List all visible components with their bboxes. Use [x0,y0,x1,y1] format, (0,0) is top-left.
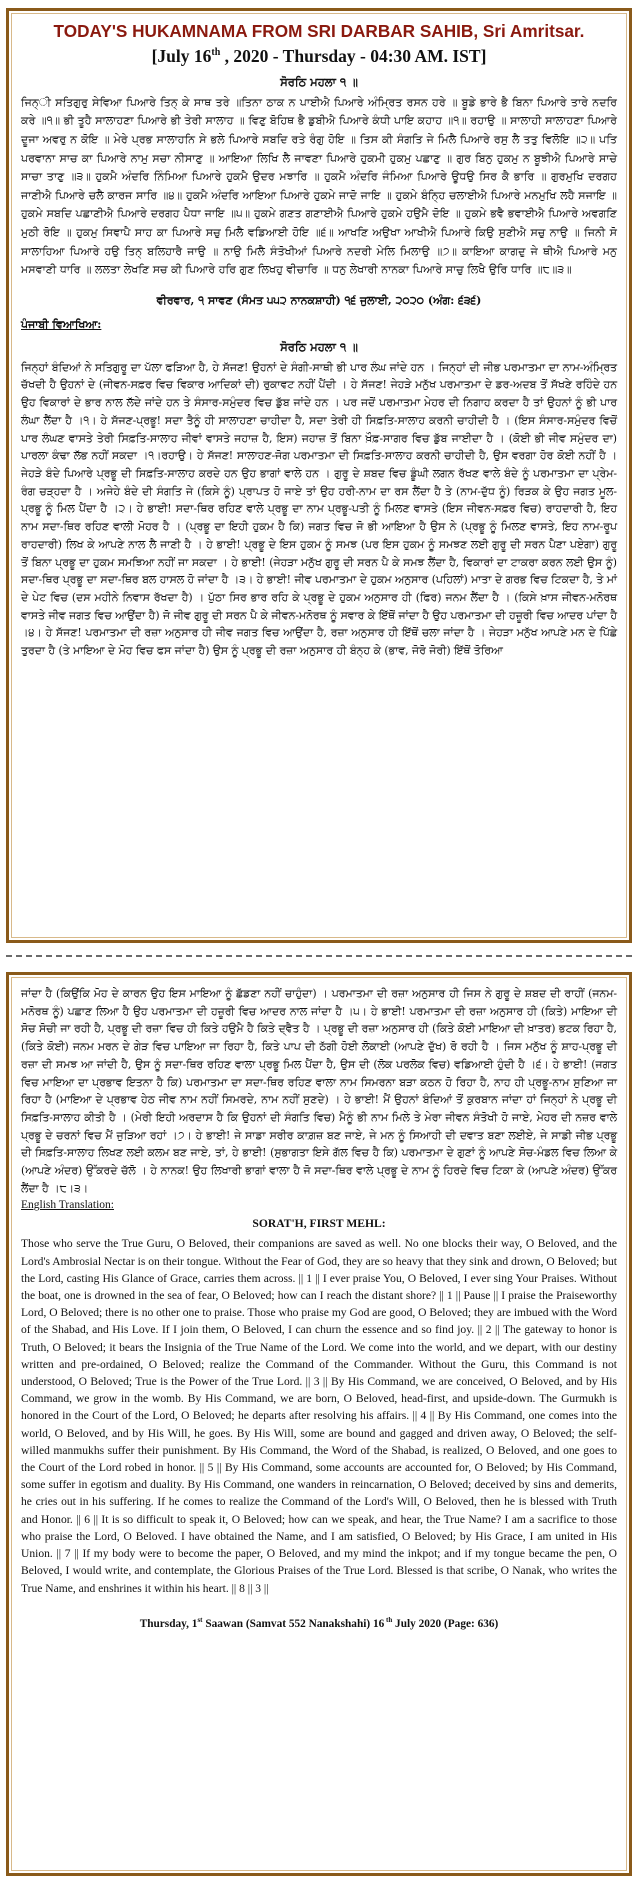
explanation-heading: ਸੋਰਠਿ ਮਹਲਾ ੧ ॥ [280,339,358,354]
page-divider [6,955,632,957]
footer-sup1: st [197,1615,203,1624]
hukamnama-card-top [6,8,632,943]
page-date [21,42,617,67]
footer-rest: July 2020 (Page: 636) [392,1617,499,1630]
english-heading: SORAT'H, FIRST MEHL: [252,1217,386,1231]
explanation-text-part2: ਜਾਂਦਾ ਹੈ (ਕਿਉਂਕਿ ਮੋਹ ਦੇ ਕਾਰਨ ਉਹ ਇਸ ਮਾਇਆ ਨੂੰ ਛੱਡਣਾ ਨਹੀਂ ਚਾਹੁੰਦਾ) । ਪਰਮਾਤਮਾ ਦੀ ਰਜ਼ਾ ਅਨੁਸਾਰ ਹੀ ਜਿਸ ਨੇ ਗੁਰੂ ਦੇ ਸ਼ਬਦ ਦੀ ਰਾਹੀਂ (ਜਨਮ-ਮਨੋਰਥ ਨੂੰ) ਪਛਾਣ ਲਿਆ ਹੈ ਉਹ ਪਰਮਾਤਮਾ ਦੀ ਹਜ਼ੂਰੀ ਵਿਚ ਆਦਰ ਨਾਲ ਜਾਂਦਾ ਹੈ ।੫। ਹੇ ਭਾਈ! ਪਰਮਾਤਮਾ ਦੀ ਰਜ਼ਾ ਅਨੁਸਾਰ ਹੀ (ਕਿਤੇ) ਮਾਇਆ ਦੀ ਸੋਚ ਸੋਚੀ ਜਾ ਰਹੀ ਹੈ, ਪ੍ਰਭੂ ਦੀ ਰਜ਼ਾ ਵਿਚ ਹੀ ਕਿਤੇ ਹਉਮੈ ਹੈ ਕਿਤੇ ਦ੍ਵੈਤ ਹੈ । ਪ੍ਰਭੂ ਦੀ ਰਜ਼ਾ ਅਨੁਸਾਰ ਹੀ (ਕਿਤੇ ਕੋਈ ਮਾਇਆ ਦੀ ਖ਼ਾਤਰ) ਭਟਕ ਰਿਹਾ ਹੈ, (ਕਿਤੇ ਕੋਈ) ਜਨਮ ਮਰਨ ਦੇ ਗੇੜ ਵਿਚ ਪਾਇਆ ਜਾ ਰਿਹਾ ਹੈ, ਕਿਤੇ ਪਾਪ ਦੀ ਠੱਗੀ ਹੋਈ ਲੋਕਾਈ (ਆਪਣੇ ਦੁੱਖ) ਰੋ ਰਹੀ ਹੈ । ਜਿਸ ਮਨੁੱਖ ਨੂੰ ਸ਼ਾਹ-ਪ੍ਰਭੂ ਦੀ ਰਜ਼ਾ ਦੀ ਸਮਝ ਆ ਜਾਂਦੀ ਹੈ, ਉਸ ਨੂੰ ਸਦਾ-ਥਿਰ ਰਹਿਣ ਵਾਲਾ ਪ੍ਰਭੂ ਮਿਲ ਪੈਂਦਾ ਹੈ, ਉਸ ਦੀ (ਲੋਕ ਪਰਲੋਕ ਵਿਚ) ਵਡਿਆਈ ਹੁੰਦੀ ਹੈ ।੬। ਹੇ ਭਾਈ! (ਜਗਤ ਵਿਚ ਮਾਇਆ ਦਾ ਪ੍ਰਭਾਵ ਇਤਨਾ ਹੈ ਕਿ) ਪਰਮਾਤਮਾ ਦਾ ਸਦਾ-ਥਿਰ ਰਹਿਣ ਵਾਲਾ ਨਾਮ ਸਿਮਰਨਾ ਬੜਾ ਕਠਨ ਹੋ ਰਿਹਾ ਹੈ, ਨਾਹ ਹੀ ਪ੍ਰਭੂ-ਨਾਮ ਸੁਣਿਆ ਜਾ ਰਿਹਾ ਹੈ (ਮਾਇਆ ਦੇ ਪ੍ਰਭਾਵ ਹੇਠ ਜੀਵ ਨਾਮ ਨਹੀਂ ਸਿਮਰਦੇ, ਨਾਮ ਨਹੀਂ ਸੁਣਦੇ) । ਹੇ ਭਾਈ! ਮੈਂ ਉਹਨਾਂ ਬੰਦਿਆਂ ਤੋਂ ਕੁਰਬਾਨ ਜਾਂਦਾ ਹਾਂ ਜਿਨ੍ਹਾਂ ਨੇ ਪ੍ਰਭੂ ਦੀ ਸਿਫ਼ਤਿ-ਸਾਲਾਹ ਕੀਤੀ ਹੈ । (ਮੇਰੀ ਇਹੀ ਅਰਦਾਸ ਹੈ ਕਿ ਉਹਨਾਂ ਦੀ ਸੰਗਤਿ ਵਿਚ) ਮੈਨੂੰ ਭੀ ਨਾਮ ਮਿਲੇ ਤੇ ਮੇਰਾ ਜੀਵਨ ਸੰਤੋਖੀ ਹੋ ਜਾਏ, ਮੇਹਰ ਦੀ ਨਜ਼ਰ ਵਾਲੇ ਪ੍ਰਭੂ ਦੇ ਚਰਨਾਂ ਵਿਚ ਮੈਂ ਜੁੜਿਆ ਰਹਾਂ ।੭। ਹੇ ਭਾਈ! ਜੇ ਸਾਡਾ ਸਰੀਰ ਕਾਗ਼ਜ਼ ਬਣ ਜਾਏ, ਜੇ ਮਨ ਨੂੰ ਸਿਆਹੀ ਦੀ ਦਵਾਤ ਬਣਾ ਲਈਏ, ਜੇ ਸਾਡੀ ਜੀਭ ਪ੍ਰਭੂ ਦੀ ਸਿਫ਼ਤਿ-ਸਾਲਾਹ ਲਿਖਣ ਲਈ ਕਲਮ ਬਣ ਜਾਏ, ਤਾਂ, ਹੇ ਭਾਈ! (ਸੁਭਾਗਤਾ ਇਸੇ ਗੱਲ ਵਿਚ ਹੈ ਕਿ) ਪਰਮਾਤਮਾ ਦੇ ਗੁਣਾਂ ਨੂੰ ਆਪਣੇ ਸੋਚ-ਮੰਡਲ ਵਿਚ ਲਿਆ ਕੇ (ਆਪਣੇ ਅੰਦਰ) ਉੱਕਰਦੇ ਚੱਲੋ । ਹੇ ਨਾਨਕ! ਉਹ ਲਿਖਾਰੀ ਭਾਗਾਂ ਵਾਲਾ ਹੈ ਜੋ ਸਦਾ-ਥਿਰ ਵਾਲੇ ਪ੍ਰਭੂ ਦੇ ਨਾਮ ਨੂੰ ਹਿਰਦੇ ਵਿਚ ਟਿਕਾ ਕੇ (ਆਪਣੇ ਅੰਦਰ) ਉੱਕਰ ਲੈਂਦਾ ਹੈ ।੮।੩। [21,987,617,1195]
footer-mid: Saawan (Samvat 552 Nanakshahi) 16 [202,1617,385,1630]
footer-sup2: th [384,1615,393,1624]
footer-open: Thursday, 1 [139,1617,198,1630]
shabad-text: ਜਿਨ੍ੀ ਸਤਿਗੁਰੁ ਸੇਵਿਆ ਪਿਆਰੇ ਤਿਨ੍ ਕੇ ਸਾਥ ਤਰੇ ॥ਤਿਨਾ ਠਾਕ ਨ ਪਾਈਐ ਪਿਆਰੇ ਅੰਮ੍ਰਿਤ ਰਸਨ ਹਰੇ ॥ ਬੂਡੇ ਭਾਰੇ ਭੈ ਬਿਨਾ ਪਿਆਰੇ ਤਾਰੇ ਨਦਰਿ ਕਰੇ ॥੧॥ ਭੀ ਤੂਹੈ ਸਾਲਾਹਣਾ ਪਿਆਰੇ ਭੀ ਤੇਰੀ ਸਾਲਾਹ ॥ ਵਿਣੁ ਬੋਹਿਥ ਭੈ ਡੁਬੀਐ ਪਿਆਰੇ ਕੰਧੀ ਪਾਇ ਕਹਾਹ ॥੧॥ ਰਹਾਉ ॥ ਸਾਲਾਹੀ ਸਾਲਾਹਣਾ ਪਿਆਰੇ ਦੂਜਾ ਅਵਰੁ ਨ ਕੋਇ ॥ ਮੇਰੇ ਪ੍ਰਭ ਸਾਲਾਹਨਿ ਸੇ ਭਲੇ ਪਿਆਰੇ ਸਬਦਿ ਰਤੇ ਰੰਗੁ ਹੋਇ ॥ ਤਿਸ ਕੀ ਸੰਗਤਿ ਜੇ ਮਿਲੈ ਪਿਆਰੇ ਰਸੁ ਲੈ ਤਤੁ ਵਿਲੋਇ ॥੨॥ ਪਤਿ ਪਰਵਾਨਾ ਸਾਚ ਕਾ ਪਿਆਰੇ ਨਾਮੁ ਸਚਾ ਨੀਸਾਣੁ ॥ ਆਇਆ ਲਿਖਿ ਲੈ ਜਾਵਣਾ ਪਿਆਰੇ ਹੁਕਮੀ ਹੁਕਮੁ ਪਛਾਣੁ ॥ ਗੁਰ ਬਿਨੁ ਹੁਕਮੁ ਨ ਬੂਝੀਐ ਪਿਆਰੇ ਸਾਚੇ ਸਾਚਾ ਤਾਣੁ ॥੩॥ ਹੁਕਮੈ ਅੰਦਰਿ ਨਿੰਮਿਆ ਪਿਆਰੇ ਹੁਕਮੈ ਉਦਰ ਮਝਾਰਿ ॥ ਹੁਕਮੈ ਅੰਦਰਿ ਜੰਮਿਆ ਪਿਆਰੇ ਊਧਉ ਸਿਰ ਕੈ ਭਾਰਿ ॥ ਗੁਰਮੁਖਿ ਦਰਗਹ ਜਾਣੀਐ ਪਿਆਰੇ ਚਲੈ ਕਾਰਜ ਸਾਰਿ ॥੪॥ ਹੁਕਮੈ ਅੰਦਰਿ ਆਇਆ ਪਿਆਰੇ ਹੁਕਮੇ ਜਾਦੋ ਜਾਇ ॥ ਹੁਕਮੇ ਬੰਨ੍ਹਿ ਚਲਾਈਐ ਪਿਆਰੇ ਮਨਮੁਖਿ ਲਹੈ ਸਜਾਇ ॥ ਹੁਕਮੇ ਸਬਦਿ ਪਛਾਣੀਐ ਪਿਆਰੇ ਦਰਗਹ ਪੈਧਾ ਜਾਇ ॥੫॥ ਹੁਕਮੇ ਗਣਤ ਗਣਾਈਐ ਪਿਆਰੇ ਹੁਕਮੇ ਹਉਮੈ ਦੋਇ ॥ ਹੁਕਮੇ ਭਵੈ ਭਵਾਈਐ ਪਿਆਰੇ ਅਵਗਣਿ ਮੁਠੀ ਰੋਇ ॥ ਹੁਕਮੁ ਸਿਞਾਪੈ ਸਾਹ ਕਾ ਪਿਆਰੇ ਸਚੁ ਮਿਲੈ ਵਡਿਆਈ ਹੋਇ ॥੬॥ ਆਖਣਿ ਅਉਖਾ ਆਖੀਐ ਪਿਆਰੇ ਕਿਉ ਸੁਣੀਐ ਸਚੁ ਨਾਉ ॥ ਜਿਨੀ ਸੋ ਸਾਲਾਹਿਆ ਪਿਆਰੇ ਹਉ ਤਿਨ੍ ਬਲਿਹਾਰੈ ਜਾਉ ॥ ਨਾਉ ਮਿਲੈ ਸੰਤੋਖੀਆਂ ਪਿਆਰੇ ਨਦਰੀ ਮੇਲਿ ਮਿਲਾਉ ॥੭॥ ਕਾਇਆ ਕਾਗਦੁ ਜੇ ਥੀਐ ਪਿਆਰੇ ਮਨੁ ਮਸਵਾਣੀ ਧਾਰਿ ॥ ਲਲਤਾ ਲੇਖਣਿ ਸਚ ਕੀ ਪਿਆਰੇ ਹਰਿ ਗੁਣ ਲਿਖਹੁ ਵੀਚਾਰਿ ॥ ਧਨੁ ਲੇਖਾਰੀ ਨਾਨਕਾ ਪਿਆਰੇ ਸਾਚੁ ਲਿਖੈ ਉਰਿ ਧਾਰਿ ॥੮॥੩॥ [21,95,617,277]
footer-date [21,1616,617,1630]
explanation-text-part1: ਜਿਨ੍ਹਾਂ ਬੰਦਿਆਂ ਨੇ ਸਤਿਗੁਰੂ ਦਾ ਪੱਲਾ ਫੜਿਆ ਹੈ, ਹੇ ਸੱਜਣ! ਉਹਨਾਂ ਦੇ ਸੰਗੀ-ਸਾਥੀ ਭੀ ਪਾਰ ਲੰਘ ਜਾਂਦੇ ਹਨ । ਜਿਨ੍ਹਾਂ ਦੀ ਜੀਭ ਪਰਮਾਤਮਾ ਦਾ ਨਾਮ-ਅੰਮ੍ਰਿਤ ਚੱਖਦੀ ਹੈ ਉਹਨਾਂ ਦੇ (ਜੀਵਨ-ਸਫ਼ਰ ਵਿਚ ਵਿਕਾਰ ਆਦਿਕਾਂ ਦੀ) ਰੁਕਾਵਟ ਨਹੀਂ ਪੈਂਦੀ । ਹੇ ਸੱਜਣ! ਜੇਹੜੇ ਮਨੁੱਖ ਪਰਮਾਤਮਾ ਦੇ ਡਰ-ਅਦਬ ਤੋਂ ਸੱਖਣੇ ਰਹਿੰਦੇ ਹਨ ਉਹ ਵਿਕਾਰਾਂ ਦੇ ਭਾਰ ਨਾਲ ਲੱਦੇ ਜਾਂਦੇ ਹਨ ਤੇ ਸੰਸਾਰ-ਸਮੁੰਦਰ ਵਿਚ ਡੁੱਬ ਜਾਂਦੇ ਹਨ । ਪਰ ਜਦੋਂ ਪਰਮਾਤਮਾ ਮੇਹਰ ਦੀ ਨਿਗਾਹ ਕਰਦਾ ਹੈ ਤਾਂ ਉਹਨਾਂ ਨੂੰ ਭੀ ਪਾਰ ਲੰਘਾ ਲੈਂਦਾ ਹੈ ।੧। ਹੇ ਸੱਜਣ-ਪ੍ਰਭੂ! ਸਦਾ ਤੈਨੂੰ ਹੀ ਸਾਲਾਹਣਾ ਚਾਹੀਦਾ ਹੈ, ਸਦਾ ਤੇਰੀ ਹੀ ਸਿਫ਼ਤਿ-ਸਾਲਾਹ ਕਰਨੀ ਚਾਹੀਦੀ ਹੈ । (ਇਸ ਸੰਸਾਰ-ਸਮੁੰਦਰ ਵਿਚੋਂ ਪਾਰ ਲੰਘਣ ਵਾਸਤੇ ਤੇਰੀ ਸਿਫ਼ਤਿ-ਸਾਲਾਹ ਜੀਵਾਂ ਵਾਸਤੇ ਜਹਾਜ਼ ਹੈ, ਇਸ) ਜਹਾਜ਼ ਤੋਂ ਬਿਨਾ ਖ਼ੌਫ਼-ਸਾਗਰ ਵਿਚ ਡੁੱਬ ਜਾਈਦਾ ਹੈ । (ਕੋਈ ਭੀ ਜੀਵ ਸਮੁੰਦਰ ਦਾ) ਪਾਰਲਾ ਕੰਢਾ ਲੱਭ ਨਹੀਂ ਸਕਦਾ ।੧।ਰਹਾਉ। ਹੇ ਸੱਜਣ! ਸਾਲਾਹਣ-ਜੋਗ ਪਰਮਾਤਮਾ ਦੀ ਸਿਫ਼ਤਿ-ਸਾਲਾਹ ਕਰਨੀ ਚਾਹੀਦੀ ਹੈ, ਉਸ ਵਰਗਾ ਹੋਰ ਕੋਈ ਨਹੀਂ ਹੈ । ਜੇਹੜੇ ਬੰਦੇ ਪਿਆਰੇ ਪ੍ਰਭੂ ਦੀ ਸਿਫ਼ਤਿ-ਸਾਲਾਹ ਕਰਦੇ ਹਨ ਉਹ ਭਾਗਾਂ ਵਾਲੇ ਹਨ । ਗੁਰੂ ਦੇ ਸ਼ਬਦ ਵਿਚ ਡੂੰਘੀ ਲਗਨ ਰੱਖਣ ਵਾਲੇ ਬੰਦੇ ਨੂੰ ਪਰਮਾਤਮਾ ਦਾ ਪ੍ਰੇਮ-ਰੰਗ ਚੜ੍ਹਦਾ ਹੈ । ਅਜੇਹੇ ਬੰਦੇ ਦੀ ਸੰਗਤਿ ਜੇ (ਕਿਸੇ ਨੂੰ) ਪ੍ਰਾਪਤ ਹੋ ਜਾਏ ਤਾਂ ਉਹ ਹਰੀ-ਨਾਮ ਦਾ ਰਸ ਲੈਂਦਾ ਹੈ ਤੇ (ਨਾਮ-ਦੁੱਧ ਨੂੰ) ਰਿੜਕ ਕੇ ਉਹ ਜਗਤ ਮੂਲ-ਪ੍ਰਭੂ ਨੂੰ ਮਿਲ ਪੈਂਦਾ ਹੈ ।੨। ਹੇ ਭਾਈ! ਸਦਾ-ਥਿਰ ਰਹਿਣ ਵਾਲੇ ਪ੍ਰਭੂ ਦਾ ਨਾਮ ਪ੍ਰਭੂ-ਪਤੀ ਨੂੰ ਮਿਲਣ ਵਾਸਤੇ (ਇਸ ਜੀਵਨ-ਸਫ਼ਰ ਵਿਚ) ਰਾਹਦਾਰੀ ਹੈ, ਇਹ ਨਾਮ ਸਦਾ-ਥਿਰ ਰਹਿਣ ਵਾਲੀ ਮੋਹਰ ਹੈ । (ਪ੍ਰਭੂ ਦਾ ਇਹੀ ਹੁਕਮ ਹੈ ਕਿ) ਜਗਤ ਵਿਚ ਜੋ ਭੀ ਆਇਆ ਹੈ ਉਸ ਨੇ (ਪ੍ਰਭੂ ਨੂੰ ਮਿਲਣ ਵਾਸਤੇ, ਇਹ ਨਾਮ-ਰੂਪ ਰਾਹਦਾਰੀ) ਲਿਖ ਕੇ ਆਪਣੇ ਨਾਲ ਲੈ ਜਾਣੀ ਹੈ । ਹੇ ਭਾਈ! ਪ੍ਰਭੂ ਦੇ ਇਸ ਹੁਕਮ ਨੂੰ ਸਮਝ (ਪਰ ਇਸ ਹੁਕਮ ਨੂੰ ਸਮਝਣ ਲਈ ਗੁਰੂ ਦੀ ਸਰਨ ਪੈਣਾ ਪਏਗਾ) ਗੁਰੂ ਤੋਂ ਬਿਨਾ ਪ੍ਰਭੂ ਦਾ ਹੁਕਮ ਸਮਝਿਆ ਨਹੀਂ ਜਾ ਸਕਦਾ । ਹੇ ਭਾਈ! (ਜੇਹੜਾ ਮਨੁੱਖ ਗੁਰੂ ਦੀ ਸਰਨ ਪੈ ਕੇ ਸਮਝ ਲੈਂਦਾ ਹੈ, ਵਿਕਾਰਾਂ ਦਾ ਟਾਕਰਾ ਕਰਨ ਲਈ ਉਸ ਨੂੰ) ਸਦਾ-ਥਿਰ ਪ੍ਰਭੂ ਦਾ ਸਦਾ-ਥਿਰ ਬਲ ਹਾਸਲ ਹੋ ਜਾਂਦਾ ਹੈ ।੩। ਹੇ ਭਾਈ! ਜੀਵ ਪਰਮਾਤਮਾ ਦੇ ਹੁਕਮ ਅਨੁਸਾਰ (ਪਹਿਲਾਂ) ਮਾਤਾ ਦੇ ਗਰਭ ਵਿਚ ਟਿਕਦਾ ਹੈ, ਤੇ ਮਾਂ ਦੇ ਪੇਟ ਵਿਚ (ਦਸ ਮਹੀਨੇ ਨਿਵਾਸ ਰੱਖਦਾ ਹੈ) । ਪੁੱਠਾ ਸਿਰ ਭਾਰ ਰਹਿ ਕੇ ਪ੍ਰਭੂ ਦੇ ਹੁਕਮ ਅਨੁਸਾਰ ਹੀ (ਫਿਰ) ਜਨਮ ਲੈਂਦਾ ਹੈ । (ਕਿਸੇ ਖ਼ਾਸ ਜੀਵਨ-ਮਨੋਰਥ ਵਾਸਤੇ ਜੀਵ ਜਗਤ ਵਿਚ ਆਉਂਦਾ ਹੈ) ਜੋ ਜੀਵ ਗੁਰੂ ਦੀ ਸਰਨ ਪੈ ਕੇ ਜੀਵਨ-ਮਨੋਰਥ ਨੂੰ ਸਵਾਰ ਕੇ ਇੱਥੋਂ ਜਾਂਦਾ ਹੈ ਉਹ ਪਰਮਾਤਮਾ ਦੀ ਹਜ਼ੂਰੀ ਵਿਚ ਆਦਰ ਪਾਂਦਾ ਹੈ ।੪। ਹੇ ਸੱਜਣ! ਪਰਮਾਤਮਾ ਦੀ ਰਜ਼ਾ ਅਨੁਸਾਰ ਹੀ ਜੀਵ ਜਗਤ ਵਿਚ ਆਉਂਦਾ ਹੈ, ਰਜ਼ਾ ਅਨੁਸਾਰ ਹੀ ਇੱਥੋਂ ਚਲਾ ਜਾਂਦਾ ਹੈ । ਜੇਹੜਾ ਮਨੁੱਖ ਆਪਣੇ ਮਨ ਦੇ ਪਿੱਛੇ ਤੁਰਦਾ ਹੈ (ਤੇ ਮਾਇਆ ਦੇ ਮੋਹ ਵਿਚ ਫਸ ਜਾਂਦਾ ਹੈ) ਉਸ ਨੂੰ ਪ੍ਰਭੂ ਦੀ ਰਜ਼ਾ ਅਨੁਸਾਰ ਹੀ ਬੰਨ੍ਹ ਕੇ (ਭਾਵ, ਜੋਰੋ ਜੋਰੀ) ਇੱਥੋਂ ਤੋਰਿਆ [21,360,617,658]
english-text: Those who serve the True Guru, O Beloved, their companions are saved as well. No one blocks their way, O Beloved, and the Lord's Ambrosial Nectar is on their tongue. Without the Fear of God, they are so heavy that they sink and drown, O Beloved; but the Lord, casting His Glance of Grace, carries them across. || 1 || I ever praise You, O Beloved, I ever sing Your Praises. Without the boat, one is drowned in the sea of fear, O Beloved; how can I reach the distant shore? || 1 || Pause || I praise the Praiseworthy Lord, O Beloved; there is no other one to praise. Those who praise my God are good, O Beloved; they are imbued with the Word of the Shabad, and His Love. If I join them, O Beloved, I can churn the essence and so find joy. || 2 || The gateway to honor is Truth, O Beloved; it bears the Insignia of the True Name of the Lord. We come into the world, and we depart, with our destiny written and pre-ordained, O Beloved; realize the Command of the Commander. Without the Guru, this Command is not understood, O Beloved; True is the Power of the True Lord. || 3 || By His Command, we are conceived, O Beloved, and by His Command, we grow in the womb. By His Command, we are born, O Beloved, head-first, and upside-down. The Gurmukh is honored in the Court of the Lord, O Beloved; he departs after resolving his affairs. || 4 || By His Command, one comes into the world, O Beloved, and by His Will, he goes. By His Will, some are bound and gagged and driven away, O Beloved; the self-willed manmukhs suffer their punishment. By His Command, the Word of the Shabad, is realized, O Beloved, and one goes to the Court of the Lord robed in honor. || 5 || By His Command, some accounts are accounted for, O Beloved; by His Command, some suffer in egotism and duality. By His Command, one wanders in reincarnation, O Beloved; deceived by sins and demerits, he cries out in his suffering. If he comes to realize the Command of the Lord's Will, O Beloved, then he is blessed with Truth and Honor. || 6 || It is so difficult to speak it, O Beloved; how can we speak, and hear, the True Name? I am a sacrifice to those who praise the Lord, O Beloved. I have obtained the Name, and I am satisfied, O Beloved; by His Grace, I am united in His Union. || 7 || If my body were to become the paper, O Beloved, and my mind the inkpot; and if my tongue became the pen, O Beloved, I would write, and contemplate, the Glorious Praises of the True Lord. Blessed is that scribe, O Nanak, who writes the True Name, and enshrines it within his heart. || 8 || 3 || [21,1238,617,1595]
hukamnama-card-bottom [6,972,632,1876]
english-label: English Translation: [21,1199,114,1212]
punjabi-date: ਵੀਰਵਾਰ, ੧ ਸਾਵਣ (ਸੰਮਤ ੫੫੨ ਨਾਨਕਸ਼ਾਹੀ) ੧੬ ਜੁਲਾਈ, ੨੦੨੦ (ਅੰਗ: ੬੩੬) [156,293,482,307]
date-open: [July 16 [151,45,212,66]
date-sup: th [211,47,221,58]
date-rest: , 2020 - Thursday - 04:30 AM. IST] [220,45,487,66]
explanation-label: ਪੰਜਾਬੀ ਵਿਆਖਿਆ: [21,317,102,331]
shabad-heading: ਸੋਰਠਿ ਮਹਲਾ ੧ ॥ [280,74,358,89]
page-title: TODAY'S HUKAMNAMA FROM SRI DARBAR SAHIB, Sri Amritsar. [53,21,585,41]
